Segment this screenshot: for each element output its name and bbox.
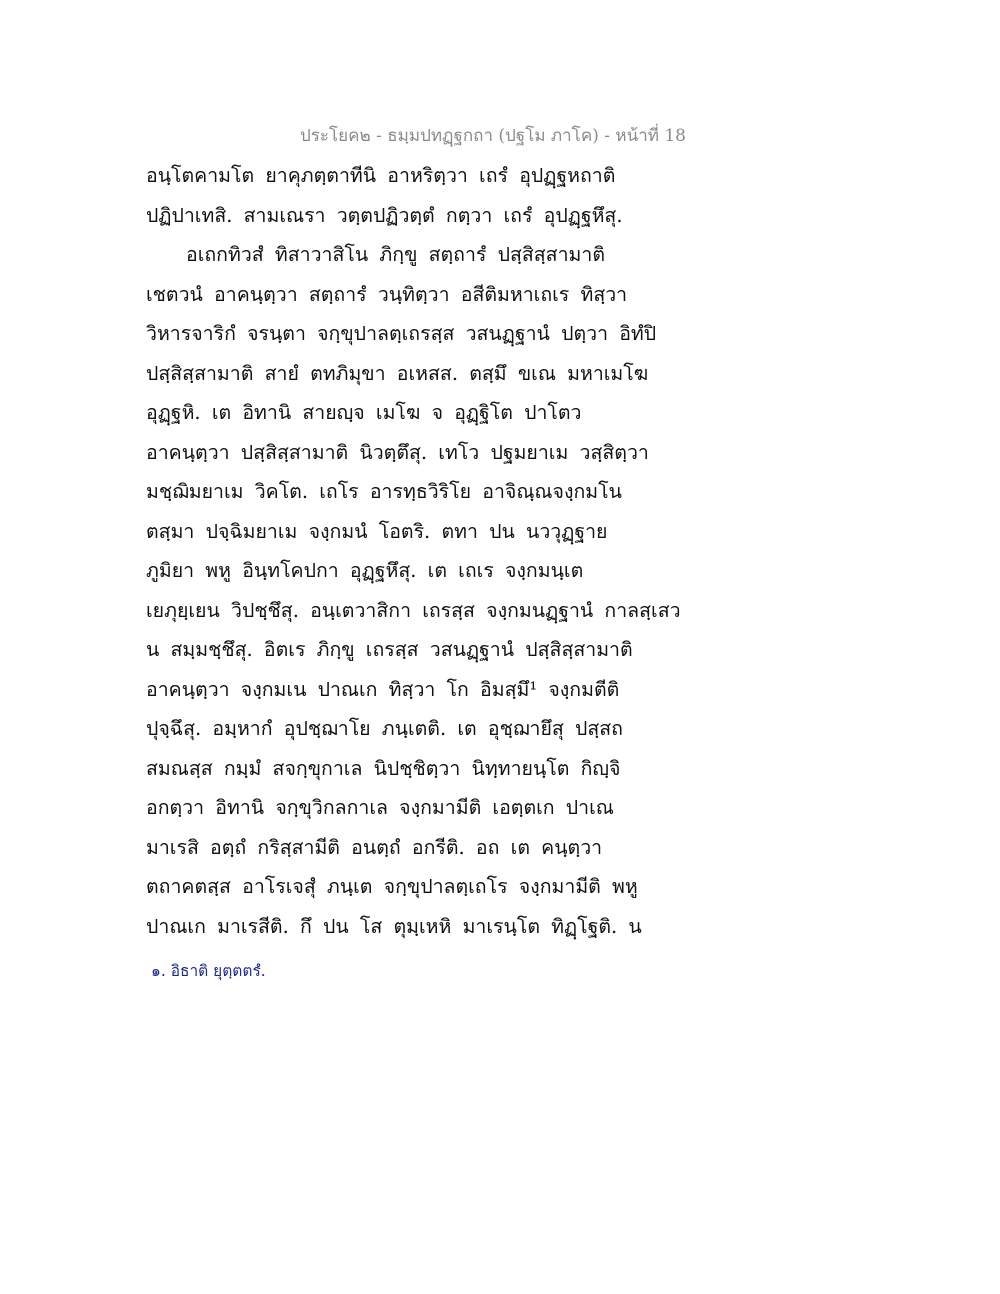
text-line: ปสฺสิสฺสามาติ สายํ ตทภิมุขา อเหสส. ตสฺมึ ขเณ มหาเมโฆ (146, 361, 649, 385)
text-line: สมณสฺส กมฺมํ สจกฺขุกาเล นิปชฺชิตฺวา นิทฺทายนฺโต กิญฺจิ (146, 756, 621, 780)
text-line: ตถาคตสฺส อาโรเจสุํ ภนฺเต จกฺขุปาลตฺเถโร จงฺกมามีติ พหู (146, 875, 638, 898)
text-line: มชฺฌิมยาเม วิคโต. เถโร อารทฺธวิริโย อาจิณฺณจงฺกมโน (146, 480, 622, 503)
paragraph-start-line: อเถกทิวสํ ทิสาวาสิโน ภิกฺขู สตฺถารํ ปสฺสิสฺสามาติ (186, 243, 605, 266)
text-line: ปาณเก มาเรสีติ. กึ ปน โส ตุมฺเหหิ มาเรนฺโต ทิฏฺโฐติ. น (146, 914, 642, 938)
text-line: ภูมิยา พหู อินฺทโคปกา อุฏฺฐหึสุ. เต เถเร จงฺกมนฺเต (146, 559, 584, 582)
text-line: เยภุยฺเยน วิปชฺชึสุ. อนฺเตวาสิกา เถรสฺส จงฺกมนฏฺฐานํ กาลสฺเสว (146, 598, 681, 622)
text-line: อาคนฺตฺวา จงฺกมเน ปาณเก ทิสฺวา โก อิมสฺมึ¹ จงฺกมตีติ (146, 677, 620, 701)
text-line: อาคนฺตฺวา ปสฺสิสฺสามาติ นิวตฺตึสุ. เทโว ปฐมยาเม วสฺสิตฺวา (146, 440, 649, 464)
text-line: เชตวนํ อาคนฺตฺวา สตฺถารํ วนฺทิตฺวา อสีติมหาเถเร ทิสฺวา (146, 282, 628, 306)
text-line: อกตฺวา อิทานิ จกฺขุวิกลกาเล จงฺกมามีติ เอตฺตเก ปาเณ (146, 796, 614, 819)
text-line: ปฏิปาเทสิ. สามเณรา วตฺตปฏิวตฺตํ กตฺวา เถรํ อุปฏฺฐหึสุ. (146, 203, 623, 227)
text-line: วิหารจาริกํ จรนฺตา จกฺขุปาลตฺเถรสฺส วสนฏฺฐานํ ปตฺวา อิทํปิ (146, 322, 657, 345)
text-line: อนฺโตคามโต ยาคุภตฺตาทีนิ อาหริตฺวา เถรํ อุปฏฺฐหถาติ (146, 164, 616, 187)
running-header: ประโยค๒ - ธมฺมปทฏฺฐกถา (ปฐโม ภาโค) - หน้าที่ 18 (300, 126, 686, 146)
text-line: ปุจฺฉึสุ. อมฺหากํ อุปชฺฌาโย ภนฺเตติ. เต อุชฺฌายึสุ ปสฺสถ (146, 717, 623, 740)
footnote: ๑. อิธาติ ยุตฺตตรํ. (151, 962, 266, 980)
text-line: มาเรสิ อตฺถํ กริสฺสามีติ อนตฺถํ อกรีติ. อถ เต คนฺตฺวา (146, 835, 603, 859)
text-line: ตสฺมา ปจฺฉิมยาเม จงฺกมนํ โอตริ. ตทา ปน นววุฏฺฐาย (146, 519, 608, 543)
body-text (146, 156, 681, 946)
text-line: น สมฺมชฺชึสุ. อิตเร ภิกฺขู เถรสฺส วสนฏฺฐานํ ปสฺสิสฺสามาติ (146, 638, 633, 661)
text-line: อุฏฺฐหิ. เต อิทานิ สายญฺจ เมโฆ จ อุฏฺฐิโต ปาโตว (146, 401, 582, 424)
